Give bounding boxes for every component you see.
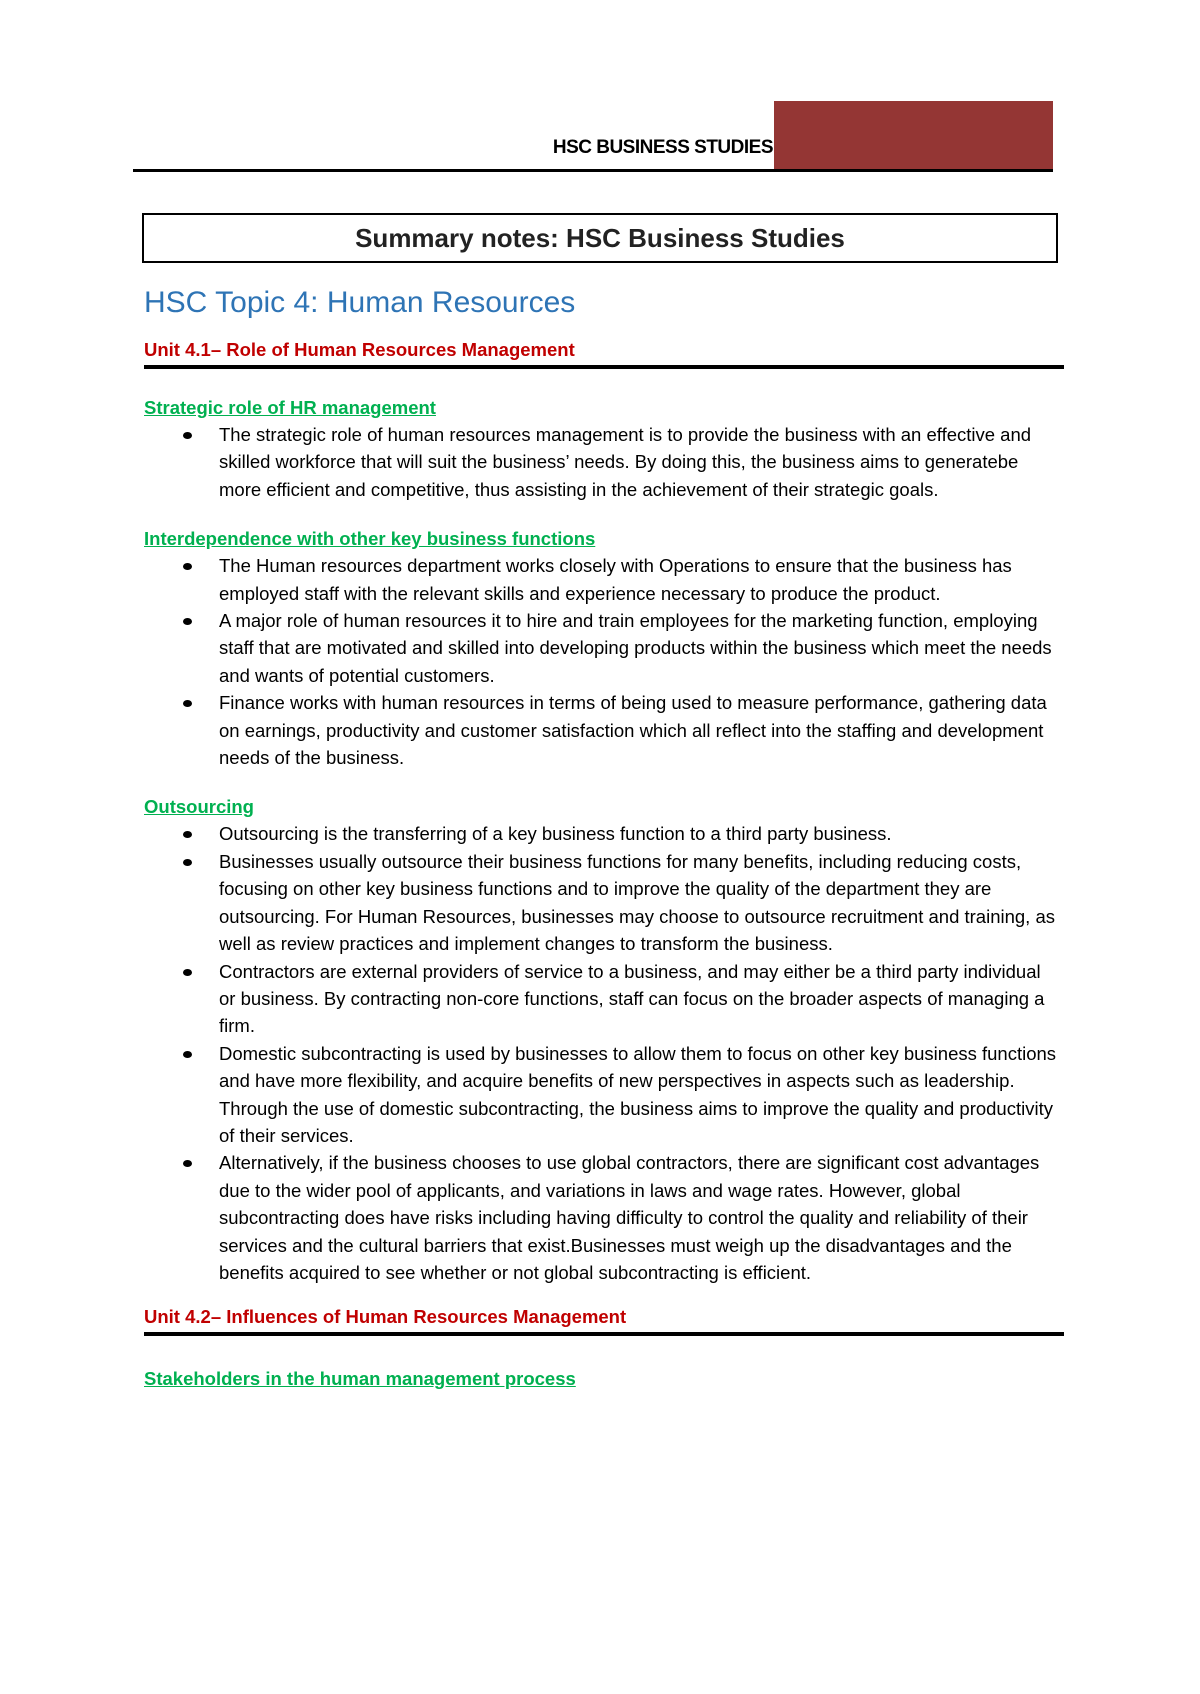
bullet-icon — [183, 618, 192, 625]
bullet-text: Domestic subcontracting is used by businesses to allow them to focus on other key business functions and have more flexibility, and acquire benefits of new perspectives in aspects such as leadership. Through the use of domestic subcontracting, the business aims to improve the quality and productivity of their services. — [219, 1042, 1057, 1146]
unit-rule — [144, 365, 1064, 369]
bullet-text: Contractors are external providers of service to a business, and may either be a third party individual or business. By contracting non-core functions, staff can focus on the broader aspects of managing a firm. — [219, 960, 1045, 1037]
bullet-text: A major role of human resources it to hire and train employees for the marketing function, employing staff that are motivated and skilled into developing products within the business which meet the needs and wants of potential customers. — [219, 610, 1052, 686]
list-item — [219, 1040, 1064, 1150]
bullet-icon — [183, 1051, 192, 1058]
topic-title: HSC Topic 4: Human Resources — [144, 286, 576, 319]
bullet-icon — [183, 831, 192, 838]
bullet-icon — [183, 432, 192, 439]
header-title: HSC BUSINESS STUDIES — [552, 137, 773, 158]
document-content — [144, 283, 1064, 1392]
unit-block — [144, 337, 1064, 1286]
section-heading: Interdependence with other key business functions — [144, 528, 596, 550]
section-heading: Stakeholders in the human management process — [144, 1368, 576, 1390]
bullet-list — [144, 421, 1064, 503]
unit-rule — [144, 1332, 1064, 1336]
section-interdependence — [144, 526, 1064, 771]
bullet-text: The Human resources department works closely with Operations to ensure that the business has employed staff with the relevant skills and experience necessary to produce the product. — [219, 555, 1012, 604]
bullet-icon — [183, 1160, 192, 1167]
list-item — [219, 1149, 1064, 1286]
bullet-icon — [183, 859, 192, 866]
bullet-list — [144, 552, 1064, 771]
bullet-icon — [183, 969, 192, 976]
summary-title: Summary notes: HSC Business Studies — [355, 222, 845, 253]
bullet-list — [144, 820, 1064, 1286]
section-heading: Outsourcing — [144, 796, 254, 818]
header-accent-block — [774, 101, 1053, 169]
section-strategic-role — [144, 395, 1064, 503]
bullet-text: The strategic role of human resources management is to provide the business with an effective and skilled workforce that will suit the business’ needs. By doing this, the business aims to generatebe more efficient and competitive, thus assisting in the achievement of their strategic goals. — [219, 424, 1032, 500]
unit-block — [144, 1304, 1064, 1392]
bullet-text: Finance works with human resources in terms of being used to measure performance, gathering data on earnings, productivity and customer satisfaction which all reflect into the staffing and development needs of the business. — [219, 692, 1047, 769]
list-item — [219, 848, 1064, 958]
list-item — [219, 689, 1064, 771]
list-item — [219, 552, 1064, 607]
header-rule — [133, 169, 1053, 172]
bullet-text: Outsourcing is the transferring of a key business function to a third party business. — [219, 823, 892, 845]
bullet-text: Businesses usually outsource their business functions for many benefits, including reducing costs, focusing on other key business functions and to improve the quality of the department they are outsourcing. For Human Resources, businesses may choose to outsource recruitment and training, as well as review practices and implement changes to transform the business. — [219, 850, 1055, 955]
list-item — [219, 421, 1064, 503]
bullet-icon — [183, 700, 192, 707]
summary-box — [142, 213, 1058, 263]
bullet-text: Alternatively, if the business chooses to use global contractors, there are significant cost advantages due to the wider pool of applicants, and variations in laws and wage rates. However, global subcontracting does have risks including having difficulty to control the quality and reliability of their services and the cultural barriers that exist.Businesses must weigh up the disadvantages and the benefits acquired to see whether or not global subcontracting is efficient. — [219, 1152, 1040, 1283]
page-header — [133, 101, 1053, 173]
list-item — [219, 958, 1064, 1040]
list-item — [219, 607, 1064, 689]
section-stakeholders — [144, 1366, 1064, 1392]
section-heading: Strategic role of HR management — [144, 397, 436, 418]
bullet-icon — [183, 563, 192, 570]
list-item — [219, 820, 1064, 847]
section-outsourcing — [144, 794, 1064, 1286]
unit-title: Unit 4.1– Role of Human Resources Management — [144, 339, 575, 360]
unit-title: Unit 4.2– Influences of Human Resources Management — [144, 1306, 627, 1328]
